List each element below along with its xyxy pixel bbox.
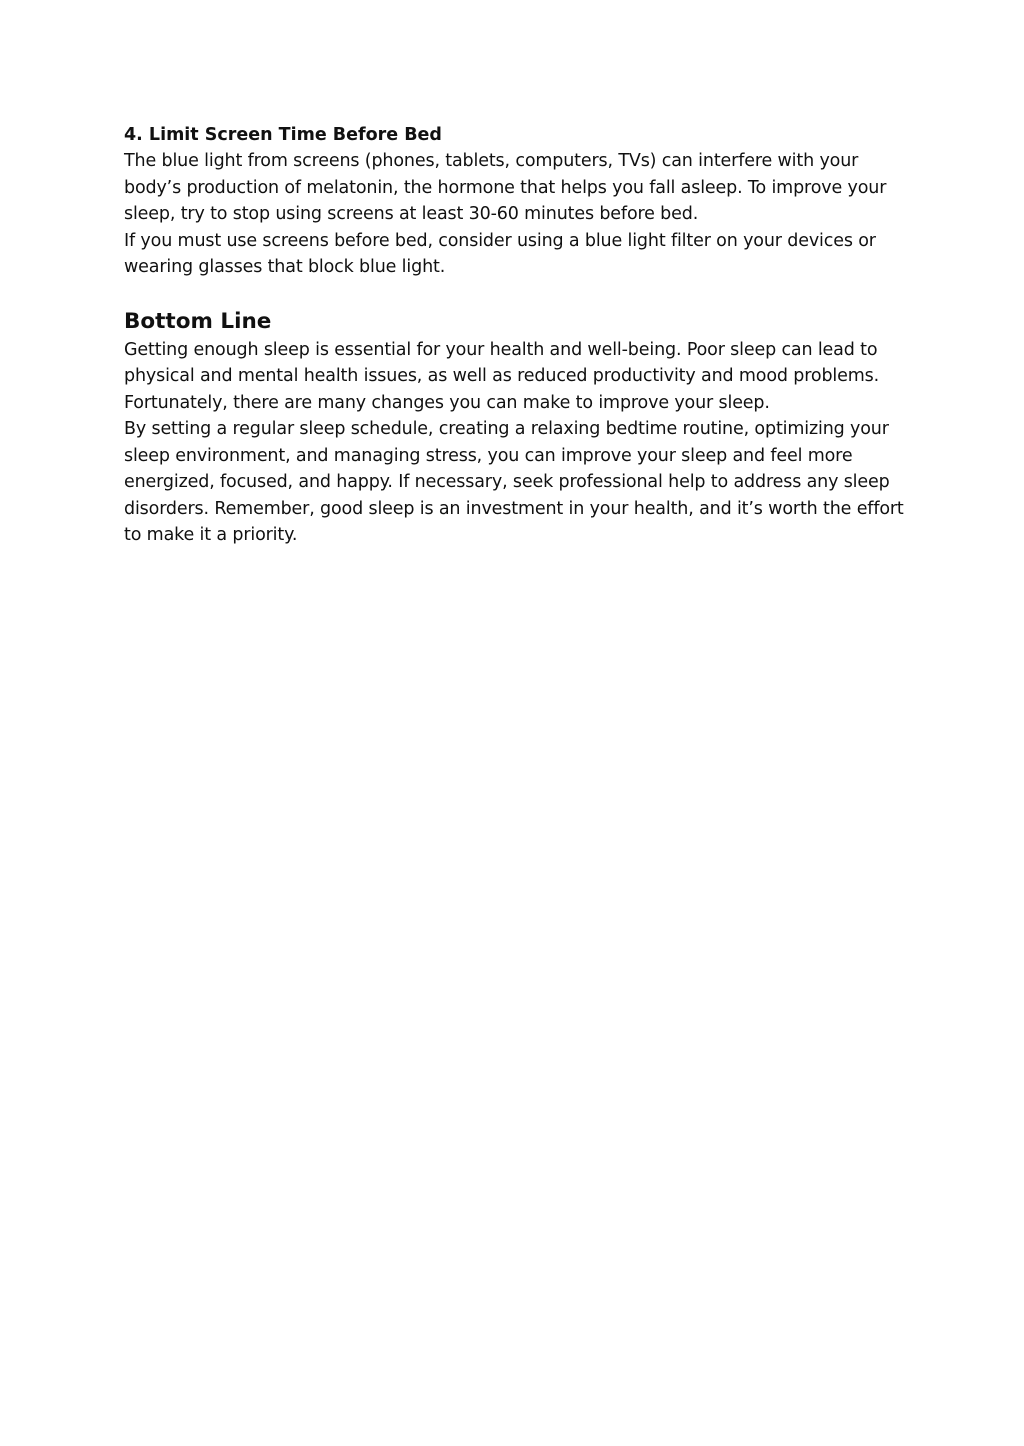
section-paragraph: If you must use screens before bed, consider using a blue light filter on your devices or wearing glasses that block blue light. bbox=[124, 230, 876, 277]
conclusion-paragraph: By setting a regular sleep schedule, creating a relaxing bedtime routine, optimizing your sleep environment, and managing stress, you can improve your sleep and feel more energized, focused, and happy. If necessary, seek professional help to address any sleep disorders. Remember, good sleep is an investment in your health, and it’s worth the effort to make it a priority. bbox=[124, 419, 904, 545]
bottom-line-heading: Bottom Line bbox=[124, 308, 272, 334]
conclusion-paragraph: Getting enough sleep is essential for your health and well-being. Poor sleep can lead to physical and mental health issues, as well as reduced productivity and mood problems. Fortunately, there are many changes you can make to improve your sleep. bbox=[124, 339, 880, 413]
section-title: 4. Limit Screen Time Before Bed bbox=[124, 125, 442, 145]
section-paragraph: The blue light from screens (phones, tablets, computers, TVs) can interfere with your body’s production of melatonin, the hormone that helps you fall asleep. To improve your sleep, try to stop using screens at least 30-60 minutes before bed. bbox=[124, 151, 887, 224]
document-content bbox=[124, 122, 904, 549]
